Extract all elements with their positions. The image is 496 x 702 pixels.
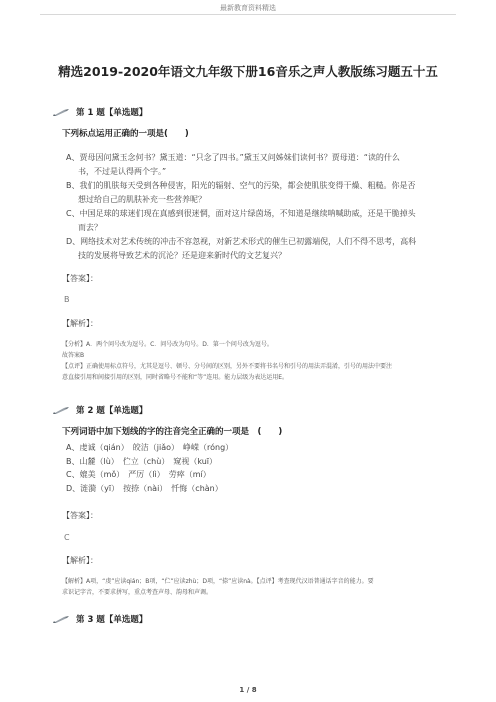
options-q2 bbox=[66, 441, 446, 495]
pen-icon bbox=[52, 615, 70, 624]
explanation-line: 求识记字音，不要求拼写，重点考查声母、韵母和声调。 bbox=[62, 589, 213, 596]
option-d-q2: D、涟漪（yī） 按捺（nài） 忏悔（chàn） bbox=[66, 483, 223, 493]
section-label: 第 3 题【单选题】 bbox=[76, 615, 148, 625]
option-line: B、我们的肌肤每天受到各种侵害，阳光的辐射、空气的污染，都会使肌肤变得干燥、粗糙。你是否 bbox=[66, 181, 416, 190]
option-line: C、中国足球的球迷们现在真感到很迷惘，面对这片绿茵场，不知道是继续呐喊助威，还是干脆掉头 bbox=[66, 209, 416, 218]
explanation-text-q2 bbox=[62, 576, 452, 598]
option-c-q1 bbox=[66, 207, 446, 234]
explanation-line: 故答案B bbox=[62, 352, 85, 359]
header-divider bbox=[40, 14, 456, 15]
option-line: 想过给自己的肌肤补充一些营养呢？ bbox=[78, 194, 206, 204]
answer-label: 【答案】： bbox=[62, 511, 98, 520]
option-line: 而去？ bbox=[78, 222, 102, 232]
section-heading-q2 bbox=[52, 404, 147, 416]
pen-icon bbox=[52, 406, 70, 415]
explanation-line: 【点评】正确使用标点符号，尤其是逗号、顿号、分号间的区别，另外不要将书名号和引号的用法弄混淆，引号的用法中要注 bbox=[62, 363, 393, 370]
option-b-q1 bbox=[66, 179, 446, 206]
explanation-text-q1 bbox=[62, 339, 452, 383]
pen-icon bbox=[52, 108, 70, 117]
section-heading-q3 bbox=[52, 613, 147, 625]
option-c-q2: C、媲美（mǒ） 严厉（lì） 劳瘁（mí） bbox=[66, 470, 211, 479]
option-line: 书，不过是认得两个字。” bbox=[78, 166, 167, 176]
option-line: D、网络技术对艺术传统的冲击不容忽视，对新艺术形式的催生已初露端倪，人们不得不思考，高科 bbox=[66, 237, 417, 246]
answer-label: 【答案】： bbox=[62, 274, 98, 283]
page-header: 最新教育资料精选 bbox=[220, 4, 276, 12]
option-line: A、贾母因问黛玉念何书？黛玉道：“只念了四书。”黛玉又问姊妹们读何书？贾母道：“读的什么 bbox=[66, 153, 400, 162]
answer-value-q1: B bbox=[64, 295, 70, 304]
section-label: 第 1 题【单选题】 bbox=[76, 108, 148, 118]
option-a-q2: A、虔诚（qián） 皎洁（jiǎo） 峥嵘（róng） bbox=[66, 443, 234, 452]
option-d-q1 bbox=[66, 235, 446, 262]
answer-value-q2: C bbox=[64, 533, 70, 542]
question-text-q1: 下列标点运用正确的一项是( ) bbox=[62, 129, 189, 139]
document-title: 精选2019-2020年语文九年级下册16音乐之声人教版练习题五十五 bbox=[58, 64, 438, 79]
explanation-line: 【分析】A．两个问号改为逗号。C．问号改为句号。D．第一个问号改为逗号。 bbox=[62, 341, 273, 348]
option-a-q1 bbox=[66, 151, 446, 178]
section-label: 第 2 题【单选题】 bbox=[76, 406, 148, 416]
explanation-label: 【解析】： bbox=[62, 556, 98, 565]
explanation-line: 【解析】A项，“虔”应读qián；B项，“伫”应读zhù；D项，“捺”应读nà。【点评】考查现代汉语普通话字音的能力。要 bbox=[62, 578, 374, 585]
explanation-label: 【解析】： bbox=[62, 319, 98, 328]
question-text-q2: 下列词语中加下划线的字的注音完全正确的一项是 ( ) bbox=[62, 427, 283, 437]
section-heading-q1 bbox=[52, 106, 147, 118]
option-line: 技的发展将导致艺术的沉沦？还是迎来新时代的文艺复兴？ bbox=[78, 250, 286, 260]
option-b-q2: B、山麓（lù） 伫立（chù） 窥视（kuī） bbox=[66, 456, 217, 466]
page-number: 1 / 8 bbox=[239, 686, 257, 694]
explanation-line: 意直接引用和间接引用的区别，同时省略号不能和“等”连用。能力层级为表达运用E。 bbox=[62, 374, 289, 381]
